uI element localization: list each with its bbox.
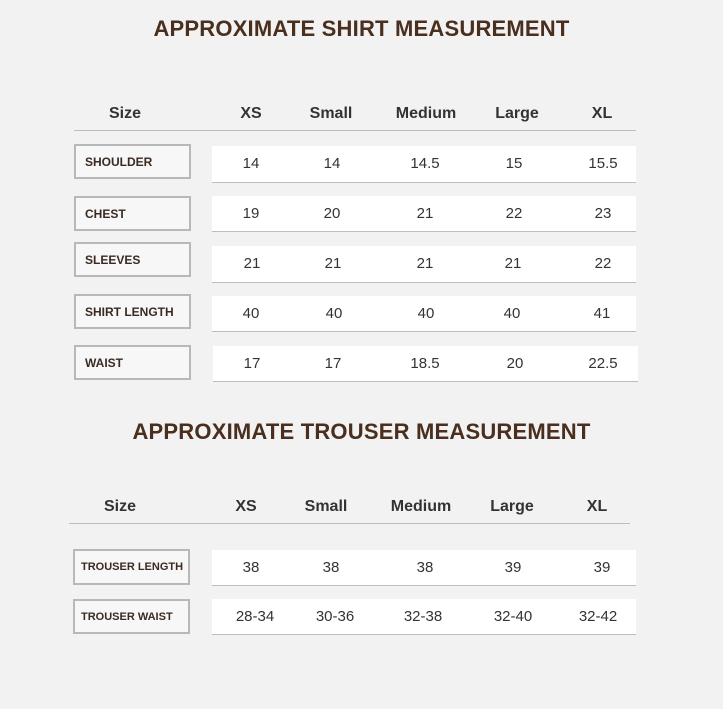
- cell: 15: [505, 155, 523, 172]
- cell: 38: [322, 559, 340, 576]
- cell: 15.5: [588, 155, 618, 172]
- shirt-title: APPROXIMATE SHIRT MEASUREMENT: [153, 16, 570, 41]
- cell: 38: [416, 559, 434, 576]
- cell: 21: [416, 255, 434, 272]
- header-size: Size: [108, 105, 141, 122]
- cell: 21: [504, 255, 522, 272]
- cell: 32-40: [493, 608, 533, 625]
- shirt-header-divider: [74, 130, 636, 131]
- cell: 30-36: [315, 608, 355, 625]
- cell: 21: [416, 205, 434, 222]
- cell: 14: [242, 155, 260, 172]
- header-small: Small: [309, 105, 353, 122]
- row-label: TROUSER WAIST: [73, 599, 190, 634]
- cell: 41: [593, 305, 611, 322]
- cell: 14.5: [410, 155, 440, 172]
- cell: 32-38: [403, 608, 443, 625]
- cell: 17: [243, 355, 261, 372]
- cell: 28-34: [235, 608, 275, 625]
- row-label: SHIRT LENGTH: [74, 294, 191, 329]
- cell: 19: [242, 205, 260, 222]
- cell: 14: [323, 155, 341, 172]
- cell: 22: [594, 255, 612, 272]
- cell: 18.5: [410, 355, 440, 372]
- header-medium: Medium: [390, 498, 452, 515]
- trouser-title: APPROXIMATE TROUSER MEASUREMENT: [132, 419, 591, 444]
- cell: 39: [593, 559, 611, 576]
- header-xs: XS: [235, 498, 257, 515]
- cell: 22: [505, 205, 523, 222]
- cell: 21: [324, 255, 342, 272]
- cell: 38: [242, 559, 260, 576]
- cell: 40: [503, 305, 521, 322]
- trouser-header-divider: [69, 523, 630, 524]
- cell: 20: [506, 355, 524, 372]
- header-xs: XS: [240, 105, 262, 122]
- cell: 22.5: [588, 355, 618, 372]
- header-large: Large: [495, 105, 539, 122]
- cell: 39: [504, 559, 522, 576]
- header-medium: Medium: [395, 105, 457, 122]
- header-large: Large: [490, 498, 534, 515]
- row-label: SHOULDER: [74, 144, 191, 179]
- cell: 40: [417, 305, 435, 322]
- row-label: SLEEVES: [74, 242, 191, 277]
- cell: 23: [594, 205, 612, 222]
- header-size: Size: [103, 498, 136, 515]
- cell: 21: [243, 255, 261, 272]
- cell: 40: [242, 305, 260, 322]
- row-label: TROUSER LENGTH: [73, 549, 190, 585]
- cell: 20: [323, 205, 341, 222]
- header-xl: XL: [591, 105, 613, 122]
- header-small: Small: [304, 498, 348, 515]
- header-xl: XL: [586, 498, 608, 515]
- cell: 17: [324, 355, 342, 372]
- row-label: CHEST: [74, 196, 191, 231]
- cell: 40: [325, 305, 343, 322]
- row-label: WAIST: [74, 345, 191, 380]
- cell: 32-42: [578, 608, 618, 625]
